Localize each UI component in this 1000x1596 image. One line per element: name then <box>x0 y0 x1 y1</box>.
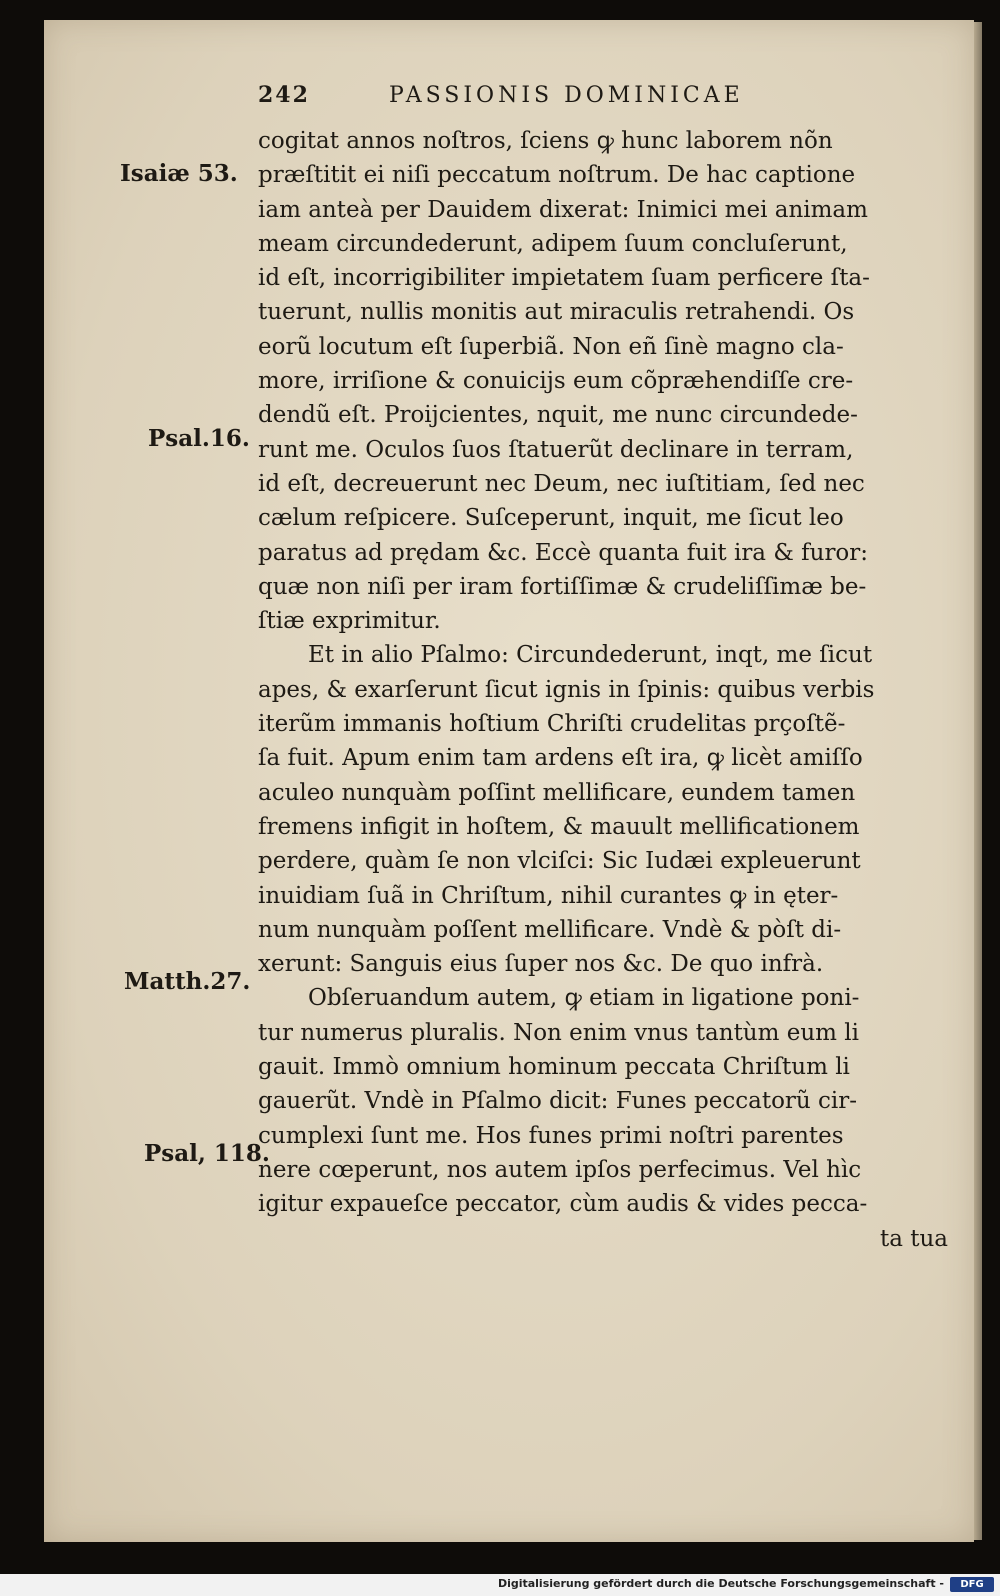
text-line: ſtiæ exprimitur. <box>258 608 441 635</box>
text-line: num nunquàm poſſent mellificare. Vndè & pòſt di- <box>258 916 842 943</box>
text-line: Obſeruandum autem, ꝙ etiam in ligatione poni- <box>308 985 860 1012</box>
text-line: aculeo nunquàm poſſint mellificare, eundem tamen <box>258 779 856 806</box>
text-line: apes, & exarſerunt ſicut ignis in ſpinis: quibus verbis <box>258 676 875 703</box>
text-line: perdere, quàm ſe non vlciſci: Sic Iudæi expleuerunt <box>258 848 861 875</box>
text-line: iam anteà per Dauidem dixerat: Inimici mei animam <box>258 196 868 223</box>
text-line: eorũ locutum eſt ſuperbiã. Non eñ ſinè magno cla- <box>258 333 844 360</box>
text-line: iterũm immanis hoſtium Chriſti crudelitas prçoſtẽ- <box>258 711 846 738</box>
text-line: cumplexi ſunt me. Hos funes primi noſtri parentes <box>258 1122 844 1149</box>
text-line: more, irriſione & conuicijs eum cõpræhendiſſe cre- <box>258 368 854 395</box>
text-line: cogitat annos noſtros, ſciens ꝙ hunc laborem nõn <box>258 128 833 154</box>
catchword: ta tua <box>879 1225 948 1252</box>
text-line: Et in alio Pſalmo: Circundederunt, inqt, me ſicut <box>308 642 873 669</box>
margin-note-psalm-118: Psal, 118. <box>144 1140 270 1167</box>
text-line: tur numerus pluralis. Non enim vnus tantùm eum li <box>258 1019 859 1046</box>
text-line: ſa fuit. Apum enim tam ardens eſt ira, ꝙ licèt amiſſo <box>258 745 863 772</box>
text-line: gauerũt. Vndè in Pſalmo dicit: Funes peccatorũ cir- <box>258 1088 858 1115</box>
text-line: dendũ eſt. Proijcientes, nquit, me nunc circundede- <box>258 402 858 429</box>
text-line: meam circundederunt, adipem ſuum concluſerunt, <box>258 230 848 257</box>
margin-note-psalm-16: Psal.16. <box>148 425 250 452</box>
page-edge <box>974 22 982 1540</box>
text-line: quæ non niſi per iram fortiſſimæ & crudeliſſimæ be- <box>258 573 867 600</box>
footer-bar <box>0 1574 1000 1596</box>
text-line: tuerunt, nullis monitis aut miraculis retrahendi. Os <box>258 299 855 326</box>
text-line: fremens infigit in hoſtem, & mauult mellificationem <box>258 813 860 840</box>
text-line: inuidiam ſuã in Chriſtum, nihil curantes ꝙ in ęter- <box>258 882 839 909</box>
page-header <box>258 82 744 108</box>
text-line: nere cœperunt, nos autem ipſos perfecimus. Vel hìc <box>258 1156 862 1183</box>
text-line: cælum reſpicere. Suſceperunt, inquit, me ſicut leo <box>258 505 844 532</box>
page-number: 242 <box>258 82 310 108</box>
text-line: igitur expaueſce peccator, cùm audis & vides pecca- <box>258 1191 868 1218</box>
margin-note-isaiah: Isaiæ 53. <box>120 160 238 187</box>
text-line: gauit. Immò omnium hominum peccata Chriſtum li <box>258 1054 850 1081</box>
dfg-logo-icon: DFG <box>950 1577 994 1592</box>
running-head: PASSIONIS DOMINICAE <box>388 83 744 108</box>
text-line: paratus ad prędam &c. Eccè quanta fuit ira & furor: <box>258 539 869 566</box>
text-line: id eſt, incorrigibiliter impietatem ſuam perficere ſta- <box>258 265 870 292</box>
text-line: id eſt, decreuerunt nec Deum, nec iuſtitiam, ſed nec <box>258 470 865 497</box>
margin-note-matthew: Matth.27. <box>124 968 251 995</box>
text-line: runt me. Oculos ſuos ſtatuerũt declinare in terram, <box>258 436 854 463</box>
body-text <box>258 124 948 1256</box>
text-line: præſtitit ei niſi peccatum noſtrum. De hac captione <box>258 162 856 189</box>
text-line: xerunt: Sanguis eius ſuper nos &c. De quo infrà. <box>258 951 824 978</box>
digitization-note: Digitalisierung gefördert durch die Deutsche Forschungsgemeinschaft - <box>497 1577 944 1590</box>
